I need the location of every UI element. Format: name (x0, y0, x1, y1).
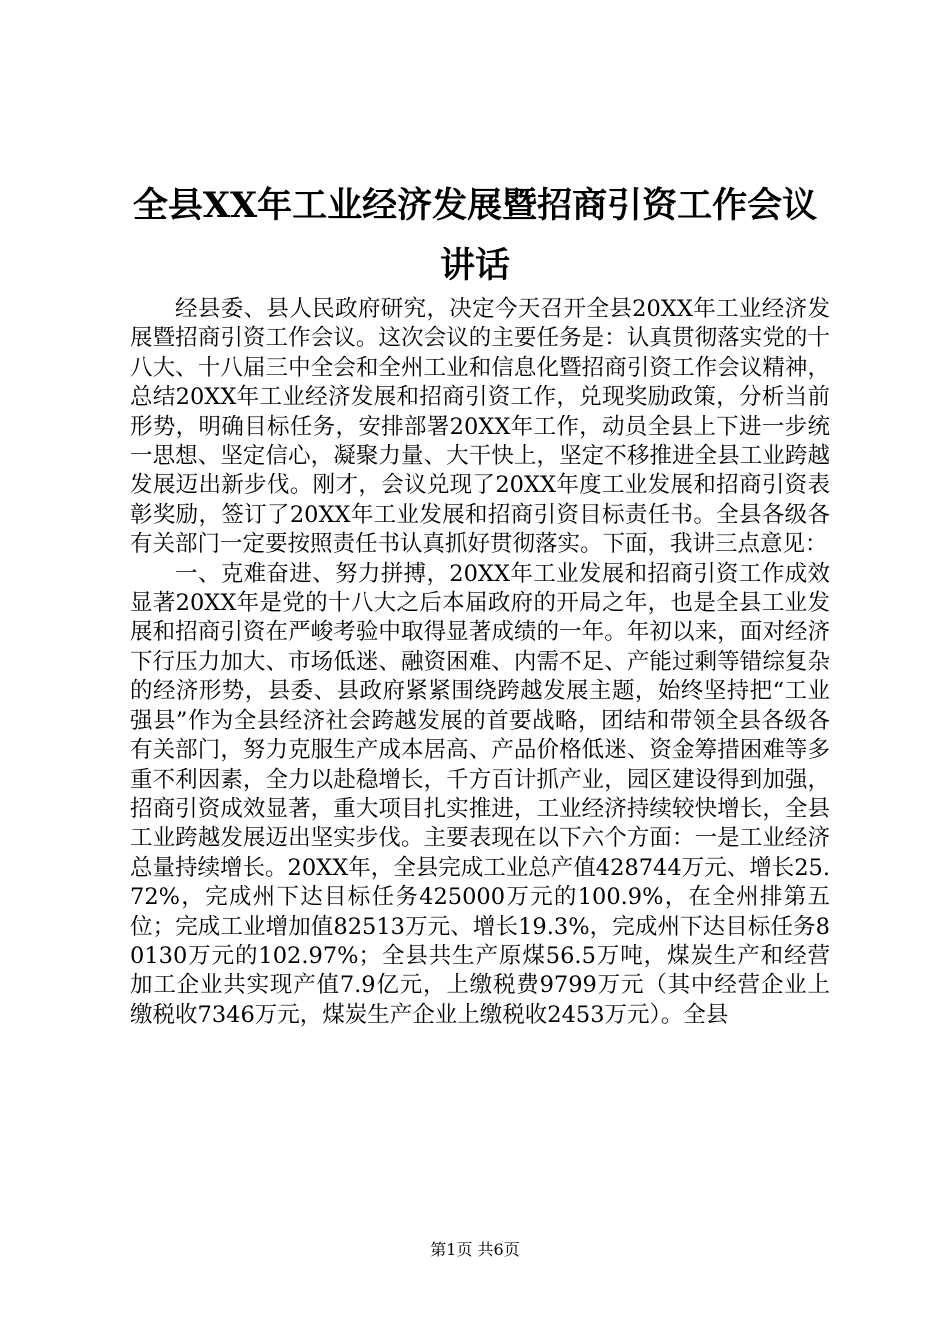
paragraph-section-one: 一、克难奋进、努力拼搏，20XX年工业发展和招商引资工作成效显著20XX年是党的十八大之后本届政府的开局之年，也是全县工业发展和招商引资在严峻考验中取得显著成绩的一年。年初以来，面对经济下行压力加大、市场低迷、融资困难、内需不足、产能过剩等错综复杂的经济形势，县委、县政府紧紧围绕跨越发展主题，始终坚持把“工业强县”作为全县经济社会跨越发展的首要战略，团结和带领全县各级各有关部门，努力克服生产成本居高、产品价格低迷、资金筹措困难等多重不利因素，全力以赴稳增长，千方百计抓产业，园区建设得到加强，招商引资成效显著，重大项目扎实推进，工业经济持续较快增长，全县工业跨越发展迈出坚实步伐。主要表现在以下六个方面：一是工业经济总量持续增长。20XX年，全县完成工业总产值428744万元、增长25.72%，完成州下达目标任务425000万元的100.9%，在全州排第五位；完成工业增加值82513万元、增长19.3%，完成州下达目标任务80130万元的102.97%；全县共生产原煤56.5万吨，煤炭生产和经营加工企业共实现产值7.9亿元，上缴税费9799万元（其中经营企业上缴税收7346万元，煤炭生产企业上缴税收2453万元）。全县 (130, 560, 830, 1028)
page-number-footer: 第1页 共6页 (430, 1240, 520, 1259)
paragraph-intro: 经县委、县人民政府研究，决定今天召开全县20XX年工业经济发展暨招商引资工作会议。这次会议的主要任务是：认真贯彻落实党的十八大、十八届三中全会和全州工业和信息化暨招商引资工作会议精神，总结20XX年工业经济发展和招商引资工作，兑现奖励政策，分析当前形势，明确目标任务，安排部署20XX年工作，动员全县上下进一步统一思想、坚定信心，凝聚力量、大干快上，坚定不移推进全县工业跨越发展迈出新步伐。刚才，会议兑现了20XX年度工业发展和招商引资表彰奖励，签订了20XX年工业发展和招商引资目标责任书。全县各级各有关部门一定要按照责任书认真抓好贯彻落实。下面，我讲三点意见： (130, 296, 830, 558)
document-title: 全县XX年工业经济发展暨招商引资工作会议讲话 (132, 185, 818, 286)
document-body (130, 295, 830, 1030)
